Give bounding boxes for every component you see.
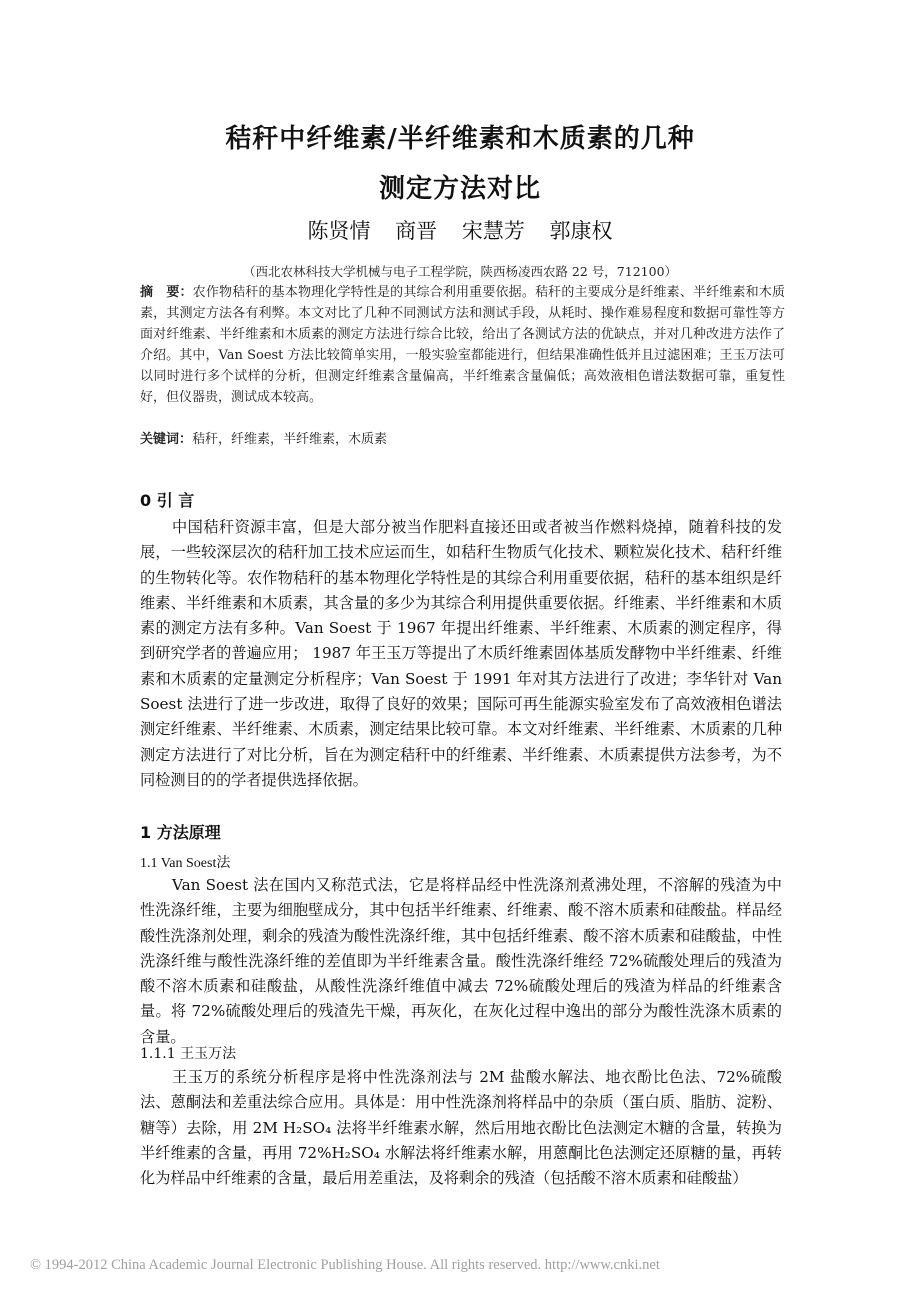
abstract bbox=[140, 283, 785, 408]
keywords-label: 关键词： bbox=[140, 432, 193, 447]
abstract-text: 农作物秸秆的基本物理化学特性是的其综合利用重要依据。秸秆的主要成分是纤维素、半纤维素和木质素，其测定方法各有利弊。本文对比了几种不同测试方法和测试手段，从耗时、操作难易程度和数据可靠性等方面对纤维素、半纤维素和木质素的测定方法进行综合比较，给出了各测试方法的优缺点，并对几种改进方法作了介绍。其中，Van Soest 方法比较简单实用，一般实验室都能进行，但结果准确性低并且过滤困难；王玉万法可以同时进行多个试样的分析，但测定纤维素含量偏高，半纤维素含量偏低；高效液相色谱法数据可靠，重复性好，但仪器贵，测试成本较高。 bbox=[140, 285, 785, 405]
paper-title-line-2: 测定方法对比 bbox=[378, 174, 541, 204]
van-soest-paragraph: Van Soest 法在国内又称范式法，它是将样品经中性洗涤剂煮沸处理，不溶解的残渣为中性洗涤纤维，主要为细胞壁成分，其中包括半纤维素、纤维素、酸不溶木质素和硅酸盐。样品经酸性洗涤剂处理，剩余的残渣为酸性洗涤纤维，其中包括纤维素、酸不溶木质素和硅酸盐，中性洗涤纤维与酸性洗涤纤维的差值即为半纤维素含量。酸性洗涤纤维经 72%硫酸处理后的残渣为酸不溶木质素和硅酸盐，从酸性洗涤纤维值中减去 72%硫酸处理后的残渣为样品的纤维素含量。将 72%硫酸处理后的残渣先干燥，再灰化，在灰化过程中逸出的部分为酸性洗涤木质素的含量。 bbox=[140, 876, 782, 1046]
subsection-heading-van-soest: 1.1 Van Soest法 bbox=[140, 856, 231, 871]
affiliation: （西北农林科技大学机械与电子工程学院，陕西杨凌西农路 22 号，712100） bbox=[242, 264, 678, 279]
wang-yuwan-paragraph: 王玉万的系统分析程序是将中性洗涤剂法与 2M 盐酸水解法、地衣酚比色法、72%硫酸法、蒽酮法和差重法综合应用。具体是：用中性洗涤剂将样品中的杂质（蛋白质、脂肪、淀粉、糖等）去除，用 2M H₂SO₄ 法将半纤维素水解，然后用地衣酚比色法测定木糖的含量，转换为半纤维素的含量，再用 72%H₂SO₄ 水解法将纤维素水解，用蒽酮比色法测定还原糖的量，再转化为样品中纤维素的含量，最后用差重法，及将剩余的残渣（包括酸不溶木质素和硅酸盐） bbox=[140, 1068, 782, 1188]
section-heading-intro: 0 引 言 bbox=[140, 491, 195, 510]
abstract-label: 摘 要： bbox=[140, 285, 193, 300]
keywords bbox=[140, 428, 785, 447]
section-heading-method: 1 方法原理 bbox=[140, 823, 221, 842]
author-list: 陈贤情 商晋 宋慧芳 郭康权 bbox=[307, 219, 613, 243]
intro-paragraph: 中国秸秆资源丰富，但是大部分被当作肥料直接还田或者被当作燃料烧掉，随着科技的发展，一些较深层次的秸秆加工技术应运而生，如秸秆生物质气化技术、颗粒炭化技术、秸秆纤维的生物转化等。农作物秸秆的基本物理化学特性是的其综合利用重要依据，秸秆的基本组织是纤维素、半纤维素和木质素，其含量的多少为其综合利用提供重要依据。纤维素、半纤维素和木质素的测定方法有多种。Van Soest 于 1967 年提出纤维素、半纤维素、木质素的测定程序，得到研究学者的普遍应用； 1987 年王玉万等提出了木质纤维素固体基质发酵物中半纤维素、纤维素和木质素的定量测定分析程序；Van Soest 于 1991 年对其方法进行了改进；李华针对 Van Soest 法进行了进一步改进，取得了良好的效果；国际可再生能源实验室发布了高效液相色谱法测定纤维素、半纤维素、木质素，测定结果比较可靠。本文对纤维素、半纤维素、木质素的几种测定方法进行了对比分析，旨在为测定秸秆中的纤维素、半纤维素、木质素提供方法参考，为不同检测目的的学者提供选择依据。 bbox=[140, 518, 782, 789]
keywords-text: 秸秆，纤维素，半纤维素，木质素 bbox=[192, 432, 388, 447]
paper-title-line-1: 秸秆中纤维素/半纤维素和木质素的几种 bbox=[225, 124, 695, 154]
subsubsection-heading-wang-yuwan: 1.1.1 王玉万法 bbox=[140, 1046, 237, 1062]
copyright-footer: © 1994-2012 China Academic Journal Electronic Publishing House. All rights reserved. http://www.cnki.net bbox=[30, 1257, 660, 1273]
